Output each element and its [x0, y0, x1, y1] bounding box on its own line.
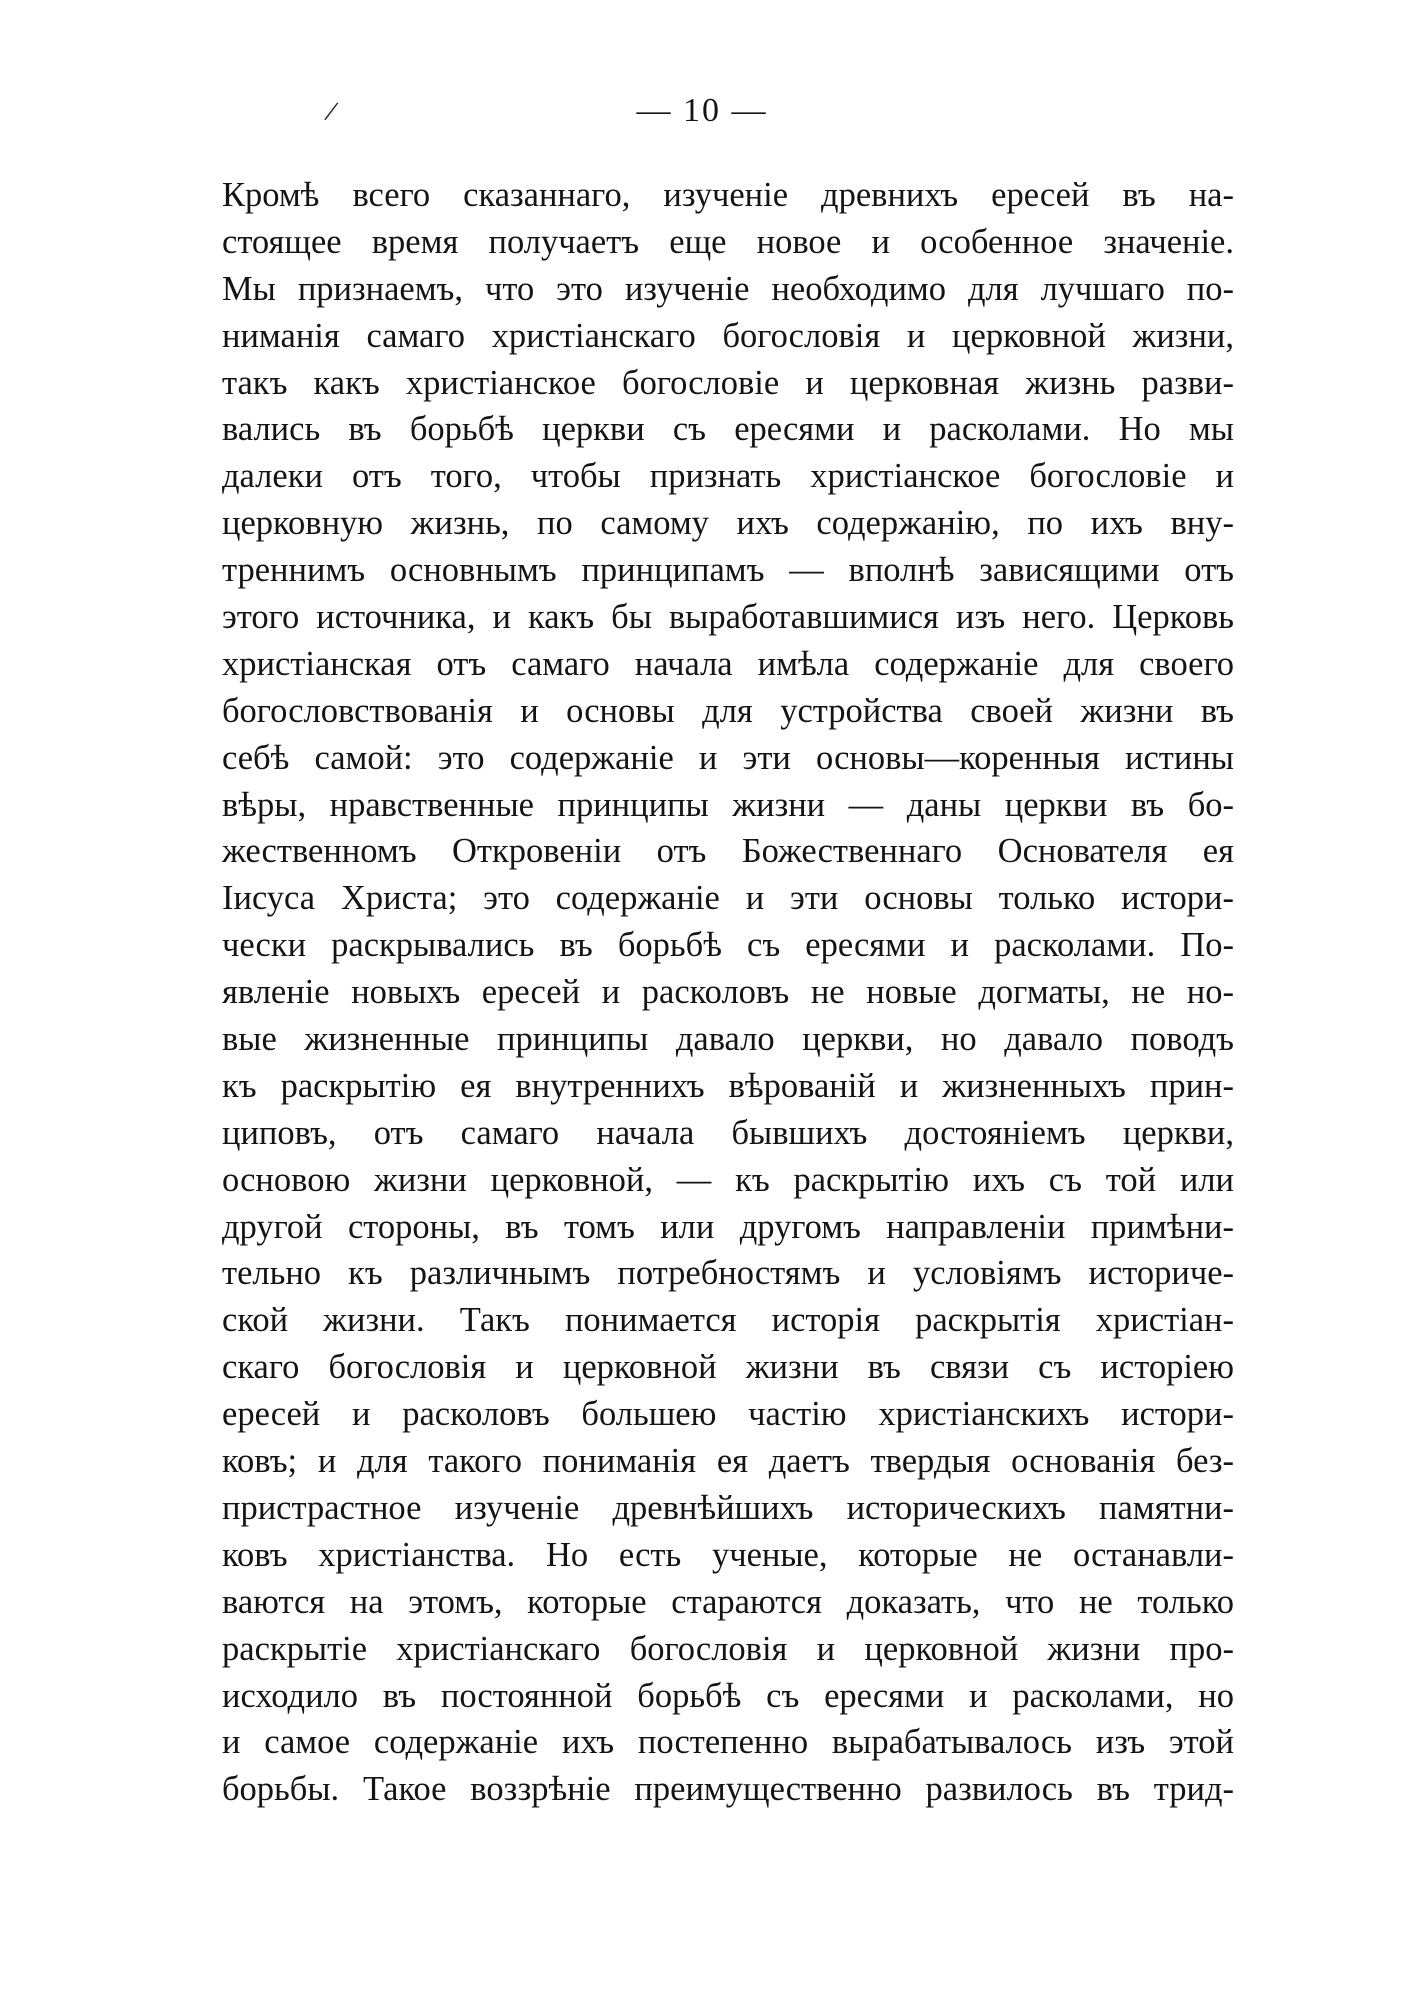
- text-line: ковъ; и для такого пониманія ея даетъ твердыя основанія без-: [222, 1442, 1234, 1481]
- text-line: ниманія самаго христіанскаго богословія и церковной жизни,: [222, 316, 1234, 355]
- text-line: исходило въ постоянной борьбѣ съ ересями и расколами, но: [222, 1676, 1234, 1715]
- page-number: — 10 —: [636, 92, 768, 129]
- text-line: жественномъ Откровеніи отъ Божественнаго Основателя ея: [222, 832, 1234, 871]
- text-line: Кромѣ всего сказаннаго, изученіе древнихъ ересей въ на-: [222, 176, 1234, 214]
- text-line: ской жизни. Такъ понимается исторія раскрытія христіан-: [222, 1301, 1234, 1340]
- text-line: вые жизненные принципы давало церкви, но давало поводъ: [222, 1020, 1234, 1059]
- text-line: чески раскрывались въ борьбѣ съ ересями и расколами. По-: [222, 926, 1234, 965]
- text-line: вѣры, нравственные принципы жизни — даны церкви въ бо-: [222, 785, 1234, 824]
- ink-mark: /: [322, 94, 341, 129]
- text-line: пристрастное изученіе древнѣйшихъ историческихъ памятни-: [222, 1488, 1234, 1527]
- text-line: себѣ самой: это содержаніе и эти основы—коренныя истины: [222, 738, 1234, 777]
- text-line: ваются на этомъ, которые стараются доказать, что не только: [222, 1582, 1234, 1621]
- text-line: такъ какъ христіанское богословіе и церковная жизнь разви-: [222, 363, 1234, 402]
- text-line: вались въ борьбѣ церкви съ ересями и расколами. Но мы: [222, 410, 1234, 449]
- text-line: церковную жизнь, по самому ихъ содержанію, по ихъ вну-: [222, 504, 1234, 543]
- text-line: явленіе новыхъ ересей и расколовъ не новые догматы, не но-: [222, 973, 1234, 1012]
- text-line: тельно къ различнымъ потребностямъ и условіямъ историче-: [222, 1254, 1234, 1293]
- text-line: къ раскрытію ея внутреннихъ вѣрованій и жизненныхъ прин-: [222, 1066, 1234, 1105]
- body-text: [222, 172, 1234, 1813]
- text-line: богословствованія и основы для устройства своей жизни въ: [222, 691, 1234, 730]
- text-line: ковъ христіанства. Но есть ученые, которые не останавли-: [222, 1535, 1234, 1574]
- text-line: ересей и расколовъ большею частію христіанскихъ истори-: [222, 1395, 1234, 1434]
- text-line: далеки отъ того, чтобы признать христіанское богословіе и: [222, 457, 1234, 496]
- text-line: этого источника, и какъ бы выработавшимися изъ него. Церковь: [222, 598, 1234, 637]
- text-line: Іисуса Христа; это содержаніе и эти основы только истори-: [222, 879, 1234, 918]
- text-line: основою жизни церковной, — къ раскрытію ихъ съ той или: [222, 1160, 1234, 1199]
- text-line: стоящее время получаетъ еще новое и особенное значеніе.: [222, 222, 1234, 261]
- text-line: раскрытіе христіанскаго богословія и церковной жизни про-: [222, 1629, 1234, 1668]
- text-line: треннимъ основнымъ принципамъ — вполнѣ зависящими отъ: [222, 551, 1234, 590]
- text-line: циповъ, отъ самаго начала бывшихъ достояніемъ церкви,: [222, 1113, 1234, 1152]
- text-line: и самое содержаніе ихъ постепенно вырабатывалось изъ этой: [222, 1723, 1234, 1762]
- text-line: Мы признаемъ, что это изученіе необходимо для лучшаго по-: [222, 269, 1234, 308]
- text-line: другой стороны, въ томъ или другомъ направленіи примѣни-: [222, 1207, 1234, 1246]
- text-line: борьбы. Такое воззрѣніе преимущественно развилось въ трид-: [222, 1770, 1234, 1809]
- text-line: скаго богословія и церковной жизни въ связи съ исторіею: [222, 1348, 1234, 1387]
- text-line: христіанская отъ самаго начала имѣла содержаніе для своего: [222, 644, 1234, 683]
